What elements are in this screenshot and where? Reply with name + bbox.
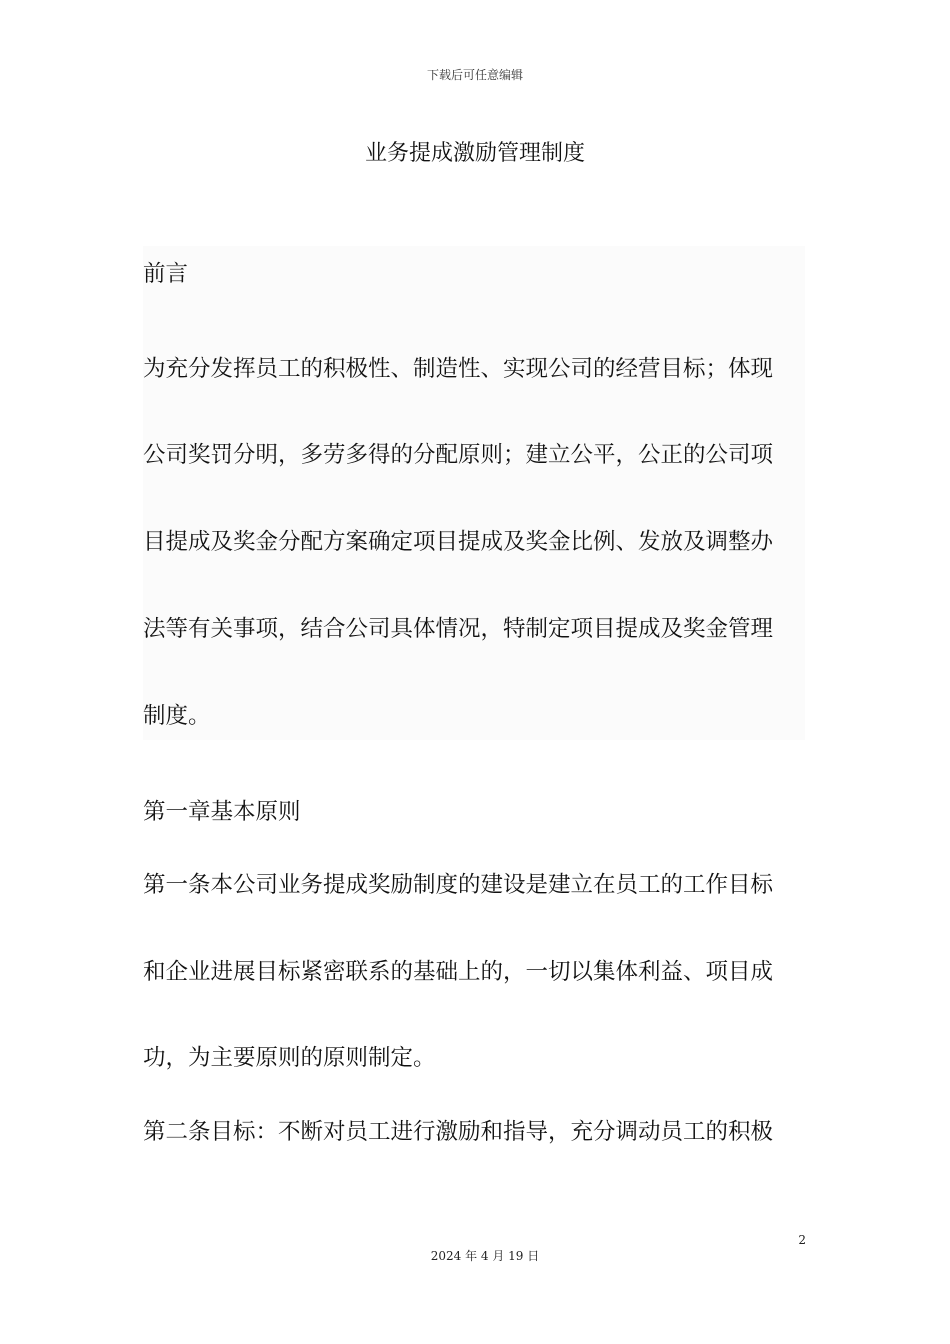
preface-line: 法等有关事项，结合公司具体情况，特制定项目提成及奖金管理 [143, 616, 774, 642]
article-line: 第一条本公司业务提成奖励制度的建设是建立在员工的工作目标 [143, 872, 774, 898]
preface-line: 公司奖罚分明，多劳多得的分配原则；建立公平，公正的公司项 [143, 442, 774, 468]
footer-date: 2024 年 4 月 19 日 [430, 1249, 540, 1263]
header-note: 下载后可任意编辑 [426, 68, 523, 82]
chapter-heading: 第一章基本原则 [143, 799, 301, 825]
article-line: 和企业进展目标紧密联系的基础上的，一切以集体利益、项目成 [143, 959, 774, 985]
preface-line: 为充分发挥员工的积极性、制造性、实现公司的经营目标；体现 [143, 356, 774, 382]
article-line: 功，为主要原则的原则制定。 [143, 1045, 436, 1071]
page-number: 2 [798, 1233, 806, 1247]
preface-line: 目提成及奖金分配方案确定项目提成及奖金比例、发放及调整办 [143, 529, 774, 555]
preface-line: 制度。 [143, 703, 211, 729]
preface-background [143, 246, 805, 740]
article-line: 第二条目标：不断对员工进行激励和指导，充分调动员工的积极 [143, 1119, 774, 1145]
preface-heading: 前言 [143, 261, 189, 287]
document-title: 业务提成激励管理制度 [364, 141, 585, 166]
